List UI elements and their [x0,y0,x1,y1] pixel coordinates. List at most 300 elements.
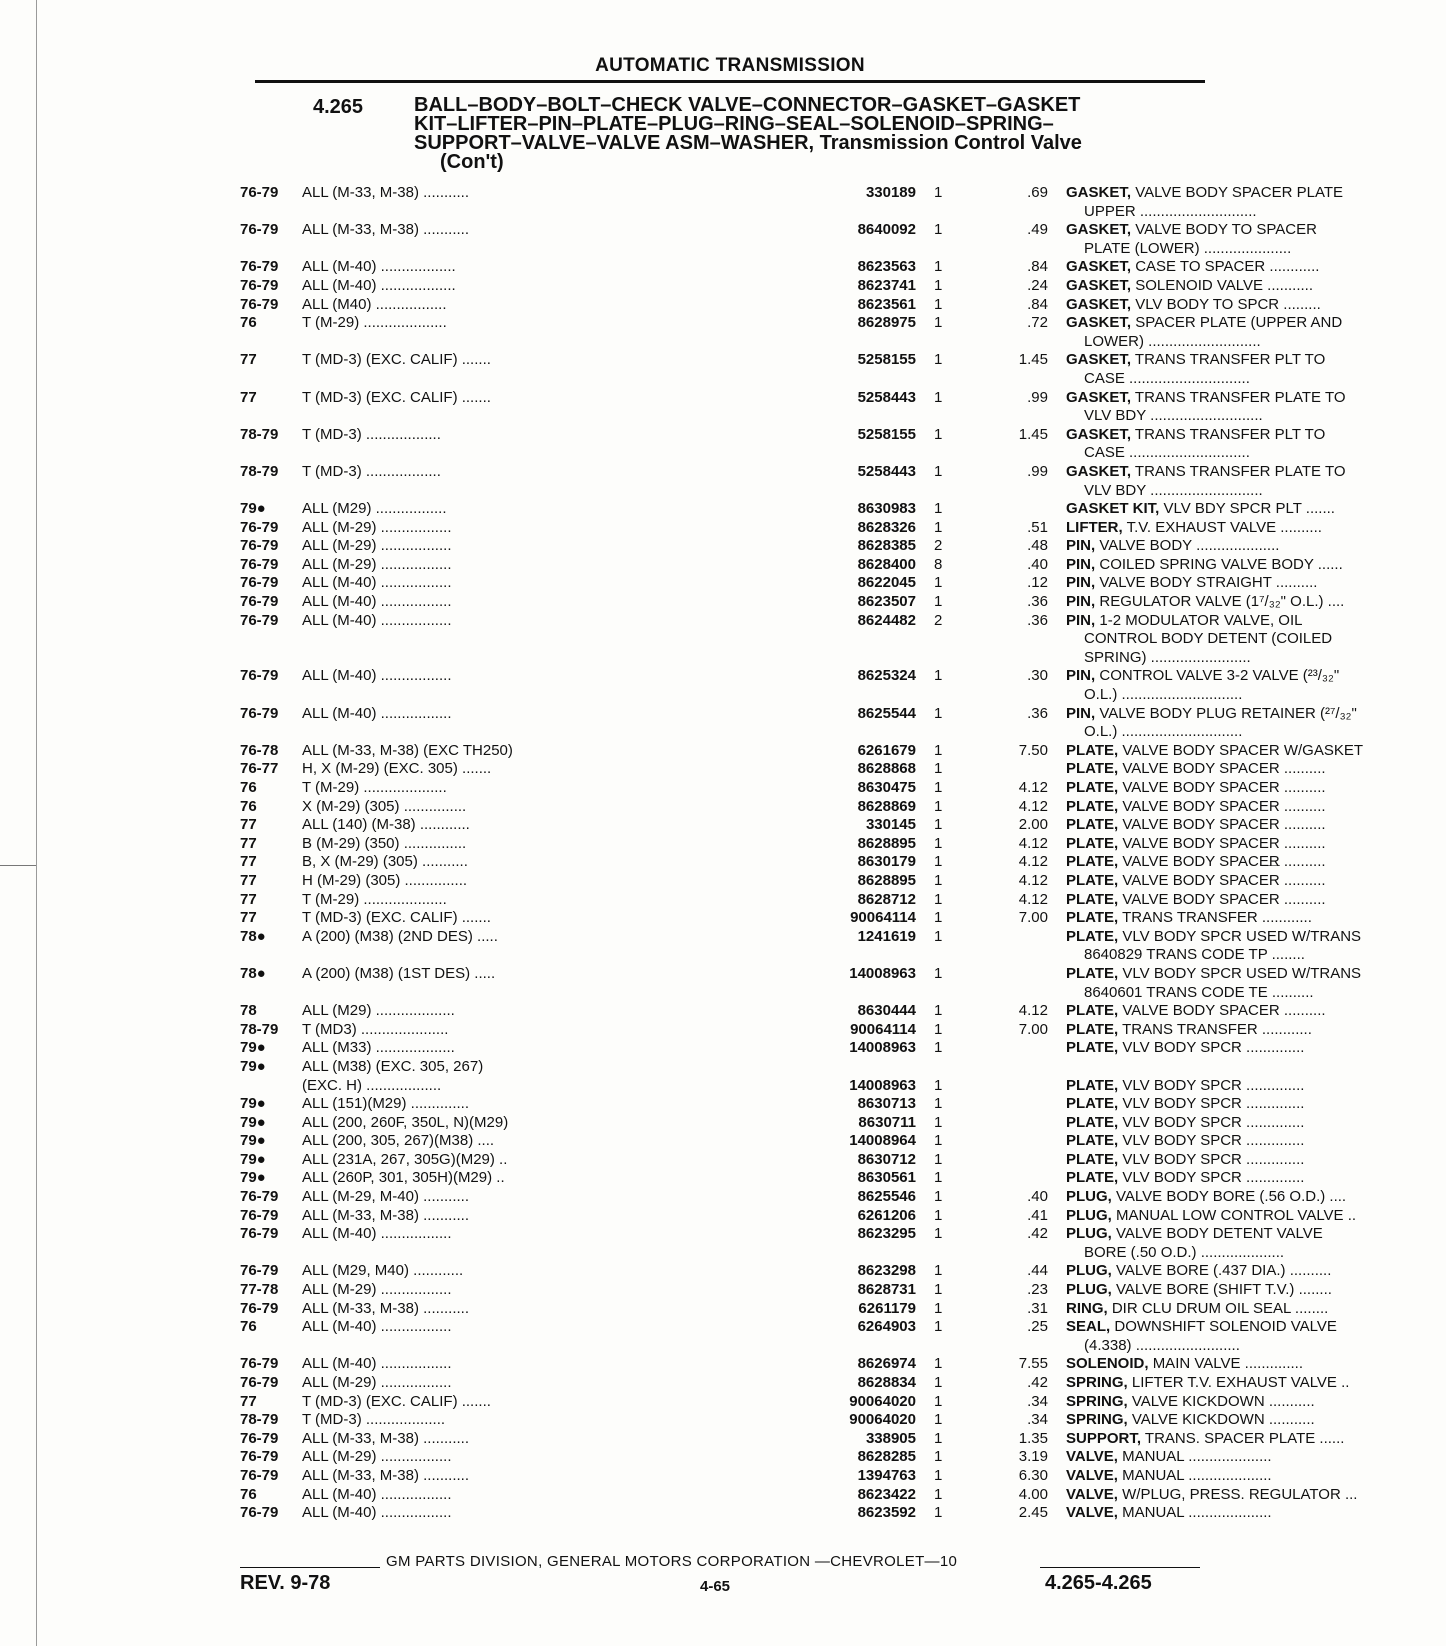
application: T (MD-3) (EXC. CALIF) ....... [302,388,491,406]
parts-row [240,593,1345,612]
part-desc-text: VALVE KICKDOWN ........... [1131,1392,1315,1410]
part-name: PLATE, [1066,779,1119,797]
part-number: 8630713 [857,1095,916,1113]
part-description [1066,277,1446,296]
part-desc-continuation: CASE ............................. [1084,369,1250,387]
part-desc-text: VLV BODY SPCR .............. [1122,1132,1305,1150]
quantity: 1 [934,1281,943,1299]
model-year: 76-79 [240,1188,279,1206]
price: .36 [1027,704,1048,722]
model-year: 76-79 [240,574,279,592]
parts-table [240,184,1364,1523]
part-number: 8628895 [857,834,916,852]
model-year: 76-79 [240,258,279,276]
model-year: 79● [240,1095,266,1113]
part-name: GASKET, [1066,295,1132,313]
model-year: 77 [240,909,257,927]
part-description [1066,1262,1446,1281]
quantity: 1 [934,1318,943,1336]
part-number: 14008964 [849,1132,916,1150]
quantity: 1 [934,1076,943,1094]
part-description [1066,1114,1446,1133]
part-name: PIN, [1066,574,1096,592]
part-description [1066,556,1446,575]
quantity: 1 [934,816,943,834]
part-number: 8630444 [857,1002,916,1020]
quantity: 1 [934,1429,943,1447]
model-year: 78-79 [240,425,279,443]
part-name: PIN, [1066,593,1096,611]
parts-row [240,927,1362,965]
part-number: 6261206 [857,1206,916,1224]
part-name: PLATE, [1066,909,1119,927]
section-range: 4.265-4.265 [1045,1572,1152,1594]
parts-row [240,276,1314,296]
model-year: 76 [240,1318,257,1336]
part-name: PIN, [1066,611,1096,629]
part-name: PLATE, [1066,1039,1119,1057]
price: .49 [1027,221,1048,239]
part-number: 6261679 [857,741,916,759]
model-year: 76-79 [240,537,279,555]
part-desc-continuation: UPPER ............................ [1084,202,1257,220]
part-name: GASKET, [1066,276,1132,294]
quantity: 1 [934,1132,943,1150]
part-desc-text: CASE TO SPACER ............ [1135,258,1320,276]
quantity: 1 [934,1392,943,1410]
model-year: 79● [240,1039,266,1057]
part-name: VALVE, [1066,1504,1118,1522]
price: .41 [1027,1206,1048,1224]
parts-row [240,1132,1305,1151]
part-name: PLATE, [1066,871,1119,889]
part-desc-text: SOLENOID VALVE ........... [1135,276,1314,294]
part-desc-text: MANUAL .................... [1122,1448,1272,1466]
price: 4.12 [1018,1002,1048,1020]
part-number: 8628326 [857,518,916,536]
section-title-line: KIT–LIFTER–PIN–PLATE–PLUG–RING–SEAL–SOLENOID–SPRING– [414,113,1054,135]
parts-row [240,1355,1304,1374]
application: ALL (151)(M29) .............. [302,1095,469,1113]
parts-row [240,1076,1305,1096]
model-year: 78-79 [240,1020,279,1038]
part-desc-text: VALVE BODY TO SPACER [1135,221,1317,239]
section-title-line: (Con't) [440,151,504,173]
part-description [1066,258,1446,277]
part-desc-text: VLV BODY TO SPCR ......... [1135,295,1321,313]
application: ALL (M-33, M-38) ........... [302,221,469,239]
part-name: RING, [1066,1299,1108,1317]
quantity: 1 [934,518,943,536]
price: .48 [1027,537,1048,555]
part-number: 14008963 [849,1076,916,1094]
parts-row [240,1020,1312,1040]
model-year: 76-79 [240,1466,279,1484]
parts-row [240,704,1357,742]
quantity: 1 [934,704,943,722]
part-desc-text: TRANS TRANSFER ............ [1122,1020,1312,1038]
part-description [1066,965,1446,1002]
part-desc-text: VALVE BODY BORE (.56 O.D.) .... [1116,1188,1347,1206]
model-year: 78● [240,927,266,945]
quantity: 1 [934,1095,943,1113]
part-name: PLUG, [1066,1262,1112,1280]
model-year: 76-79 [240,184,279,201]
part-name: PIN, [1066,555,1096,573]
part-desc-text: VLV BDY SPCR PLT ....... [1163,500,1335,518]
price: .84 [1027,258,1048,276]
parts-row [240,1262,1332,1281]
price: 4.00 [1018,1485,1048,1503]
part-number: 8624482 [857,611,916,629]
model-year: 78-79 [240,462,279,480]
part-desc-text: VALVE BODY STRAIGHT .......... [1099,574,1318,592]
part-desc-continuation: O.L.) ............................. [1084,686,1243,704]
part-description [1066,1374,1446,1393]
quantity: 1 [934,425,943,443]
part-name: PLATE, [1066,1095,1119,1113]
price: 7.00 [1018,909,1048,927]
part-description [1066,1132,1446,1151]
part-name: PLATE, [1066,741,1119,759]
quantity: 1 [934,1411,943,1429]
parts-row [240,871,1326,891]
part-desc-text: VALVE BODY SPACER .......... [1122,760,1326,778]
quantity: 1 [934,276,943,294]
price: .84 [1027,295,1048,313]
price: 4.12 [1018,779,1048,797]
part-desc-text: VLV BODY SPCR .............. [1122,1150,1305,1168]
price: .25 [1027,1318,1048,1336]
model-year: 76-79 [240,1355,279,1373]
part-description [1066,798,1446,817]
application: ALL (M-33, M-38) ........... [302,1299,469,1317]
parts-row [240,1429,1345,1449]
part-number: 5258443 [857,462,916,480]
price: .34 [1027,1411,1048,1429]
application: T (MD-3) (EXC. CALIF) ....... [302,1392,491,1410]
part-description [1066,1300,1446,1319]
part-number: 8623298 [857,1262,916,1280]
part-number: 8630475 [857,779,916,797]
footer-publisher: GM PARTS DIVISION, GENERAL MOTORS CORPORATION —CHEVROLET—10 [386,1553,958,1570]
model-year: 77 [240,351,257,369]
part-desc-text: VALVE BODY SPACER .......... [1122,853,1326,871]
price: 1.45 [1018,351,1048,369]
part-name: PLATE, [1066,890,1119,908]
part-desc-continuation: 8640829 TRANS CODE TP ........ [1084,946,1305,964]
price: .42 [1027,1225,1048,1243]
part-number: 5258155 [857,351,916,369]
part-desc-text: MANUAL .................... [1122,1504,1272,1522]
part-desc-text: VALVE BODY PLUG RETAINER (²⁷/₃₂" [1099,704,1357,722]
model-year: 76-79 [240,295,279,313]
part-desc-text: W/PLUG, PRESS. REGULATOR ... [1122,1485,1358,1503]
application: ALL (M29, M40) ............ [302,1262,464,1280]
part-name: PLATE, [1066,1132,1119,1150]
parts-row [240,890,1326,910]
application: H, X (M-29) (EXC. 305) ....... [302,760,492,778]
part-description [1066,891,1446,910]
quantity: 1 [934,295,943,313]
parts-row [240,667,1340,704]
application: ALL (M-40) ................. [302,1504,452,1522]
part-number: 6261179 [858,1299,916,1317]
part-name: GASKET, [1066,258,1132,276]
application: ALL (M-40) ................. [302,1355,452,1373]
parts-row [240,1169,1305,1188]
model-year: 79● [240,1113,266,1131]
part-description [1066,426,1446,463]
price: 4.12 [1018,797,1048,815]
part-description [1066,779,1446,798]
part-description [1066,1355,1446,1374]
part-number: 8628712 [857,890,916,908]
page-number: 4-65 [700,1578,731,1595]
part-desc-text: TRANS TRANSFER PLATE TO [1134,462,1346,480]
price: .40 [1027,555,1048,573]
model-year: 78 [240,1002,257,1020]
application: T (MD-3) ................... [302,1411,446,1429]
quantity: 1 [934,909,943,927]
model-year: 76 [240,797,257,815]
parts-row [240,425,1326,463]
parts-row [240,462,1346,500]
quantity: 1 [934,1039,943,1057]
parts-row [240,853,1326,872]
parts-row [240,184,1344,221]
part-description [1066,593,1446,612]
part-description [1066,184,1446,221]
application: H (M-29) (305) ............... [302,871,468,889]
application: ALL (M-40) ................. [302,611,452,629]
parts-row [240,834,1326,854]
part-name: PLATE, [1066,816,1119,834]
part-description [1066,1486,1446,1505]
application: ALL (M29) ................... [302,1002,455,1020]
part-description [1066,1411,1446,1430]
part-name: LIFTER, [1066,518,1123,536]
part-description [1066,742,1446,761]
application: ALL (M-29) ................. [302,1281,452,1299]
application: ALL (M-40) ................. [302,593,452,611]
model-year: 76-79 [240,611,279,629]
part-number: 8640092 [857,221,916,239]
price: 1.45 [1018,425,1048,443]
application: (EXC. H) .................. [302,1076,442,1094]
parts-row [240,258,1320,277]
part-name: PLATE, [1066,964,1119,982]
part-desc-continuation: VLV BDY ........................... [1084,407,1263,425]
quantity: 1 [934,258,943,276]
model-year: 76-79 [240,221,279,239]
quantity: 1 [934,1374,943,1392]
part-name: VALVE, [1066,1466,1118,1484]
model-year: 77 [240,853,257,871]
part-desc-text: VALVE BODY SPACER .......... [1122,816,1326,834]
part-description [1066,1151,1446,1170]
part-number: 90064020 [849,1411,916,1429]
part-desc-continuation: (4.338) ......................... [1084,1336,1240,1354]
part-desc-text: VALVE BODY SPACER .......... [1122,871,1326,889]
part-desc-text: LIFTER T.V. EXHAUST VALVE .. [1131,1374,1350,1392]
price: 7.55 [1018,1355,1048,1373]
part-name: GASKET, [1066,425,1132,443]
part-name: PLATE, [1066,1020,1119,1038]
part-number: 8628731 [857,1281,916,1299]
price: .31 [1027,1299,1048,1317]
part-number: 14008963 [849,964,916,982]
price: .44 [1027,1262,1048,1280]
page-margin-line [36,0,37,1646]
application: A (200) (M38) (2ND DES) ..... [302,927,498,945]
part-number: 14008963 [849,1039,916,1057]
parts-row [240,1281,1332,1300]
model-year: 78-79 [240,1411,279,1429]
application: ALL (M-29) ................. [302,1374,452,1392]
application: B, X (M-29) (305) ........... [302,853,468,871]
parts-row [240,1299,1329,1319]
part-number: 8628975 [857,314,916,332]
model-year: 77-78 [240,1281,279,1299]
quantity: 2 [934,537,943,555]
quantity: 1 [934,741,943,759]
part-desc-text: CONTROL VALVE 3-2 VALVE (²³/₃₂" [1099,667,1340,685]
model-year: 76-79 [240,1374,279,1392]
part-desc-text: VLV BODY SPCR .............. [1122,1076,1305,1094]
part-desc-text: VALVE BODY SPACER PLATE [1135,184,1344,201]
quantity: 1 [934,890,943,908]
model-year: 76 [240,779,257,797]
model-year: 76-77 [240,760,279,778]
price: .36 [1027,611,1048,629]
part-desc-text: VLV BODY SPCR .............. [1122,1169,1305,1187]
quantity: 1 [934,797,943,815]
part-description [1066,1188,1446,1207]
header-rule [255,80,1205,83]
part-number: 8628400 [857,555,916,573]
parts-row [240,295,1321,315]
quantity: 1 [934,927,943,945]
model-year: 76-79 [240,555,279,573]
part-desc-text: VLV BODY SPCR .............. [1122,1113,1305,1131]
quantity: 1 [934,1225,943,1243]
model-year: 77 [240,388,257,406]
part-name: GASKET KIT, [1066,500,1160,518]
part-description [1066,1467,1446,1486]
part-name: PLATE, [1066,834,1119,852]
model-year: 76 [240,314,257,332]
parts-row [240,221,1317,258]
part-description [1066,389,1446,426]
part-number: 90064114 [850,909,916,927]
application: ALL (200, 305, 267)(M38) .... [302,1132,495,1150]
part-description [1066,853,1446,872]
part-number: 8628834 [857,1374,916,1392]
part-name: PLATE, [1066,1002,1119,1020]
application: T (M-29) .................... [302,890,447,908]
part-number: 8623741 [857,276,916,294]
part-name: SPRING, [1066,1411,1128,1429]
part-description [1066,351,1446,388]
parts-row [240,909,1312,928]
parts-row [240,1485,1358,1505]
part-name: PLUG, [1066,1206,1112,1224]
quantity: 1 [934,1169,943,1187]
part-number: 8628285 [857,1448,916,1466]
price: .99 [1027,462,1048,480]
price: 2.45 [1018,1504,1048,1522]
part-desc-continuation: LOWER) ........................... [1084,332,1261,350]
part-desc-continuation: VLV BDY ........................... [1084,481,1263,499]
quantity: 1 [934,388,943,406]
part-number: 8623563 [857,258,916,276]
part-desc-text: VALVE BORE (.437 DIA.) .......... [1116,1262,1332,1280]
part-desc-text: VALVE BODY SPACER W/GASKET [1122,741,1364,759]
part-name: PLATE, [1066,1150,1119,1168]
model-year: 76-79 [240,1262,279,1280]
quantity: 1 [934,1113,943,1131]
application: ALL (M-29) ................. [302,555,452,573]
parts-row [240,1188,1347,1207]
parts-row [240,574,1318,593]
part-name: PIN, [1066,667,1096,685]
part-desc-text: TRANS TRANSFER PLT TO [1134,351,1326,369]
parts-row [240,351,1326,388]
part-name: SOLENOID, [1066,1355,1149,1373]
part-name: PIN, [1066,537,1096,555]
revision-label: REV. 9-78 [240,1572,331,1594]
parts-row [240,388,1346,426]
part-number: 8623422 [857,1485,916,1503]
part-desc-text: VLV BODY SPCR .............. [1122,1039,1305,1057]
part-name: PLATE, [1066,797,1119,815]
parts-row [240,741,1364,761]
part-number: 8626974 [857,1355,916,1373]
part-description [1066,928,1446,965]
parts-row [240,500,1335,519]
application: ALL (M-33, M-38) (EXC TH250) [302,741,513,759]
part-number: 5258443 [857,388,916,406]
section-title-line: BALL–BODY–BOLT–CHECK VALVE–CONNECTOR–GASKET–GASKET [414,94,1081,116]
model-year: 76-79 [240,276,279,294]
part-number: 8625546 [857,1188,916,1206]
quantity: 1 [934,1355,943,1373]
application: ALL (M38) (EXC. 305, 267) [302,1057,484,1075]
part-description [1066,612,1446,668]
part-desc-text: MANUAL .................... [1122,1466,1272,1484]
part-desc-text: VLV BODY SPCR .............. [1122,1095,1305,1113]
parts-row [240,1002,1326,1021]
price: .30 [1027,667,1048,685]
quantity: 1 [934,462,943,480]
part-desc-text: VALVE BODY SPACER .......... [1122,1002,1326,1020]
price: 4.12 [1018,871,1048,889]
price: 4.12 [1018,834,1048,852]
part-description [1066,760,1446,779]
part-desc-continuation: BORE (.50 O.D.) .................... [1084,1243,1285,1261]
quantity: 1 [934,1262,943,1280]
model-year: 79● [240,1169,266,1187]
part-description [1066,872,1446,891]
part-description [1066,1430,1446,1449]
part-desc-text: COILED SPRING VALVE BODY ...... [1099,555,1343,573]
quantity: 8 [934,555,943,573]
quantity: 1 [934,314,943,332]
application: B (M-29) (350) ............... [302,834,467,852]
part-number: 8630712 [857,1150,916,1168]
model-year: 79● [240,1150,266,1168]
